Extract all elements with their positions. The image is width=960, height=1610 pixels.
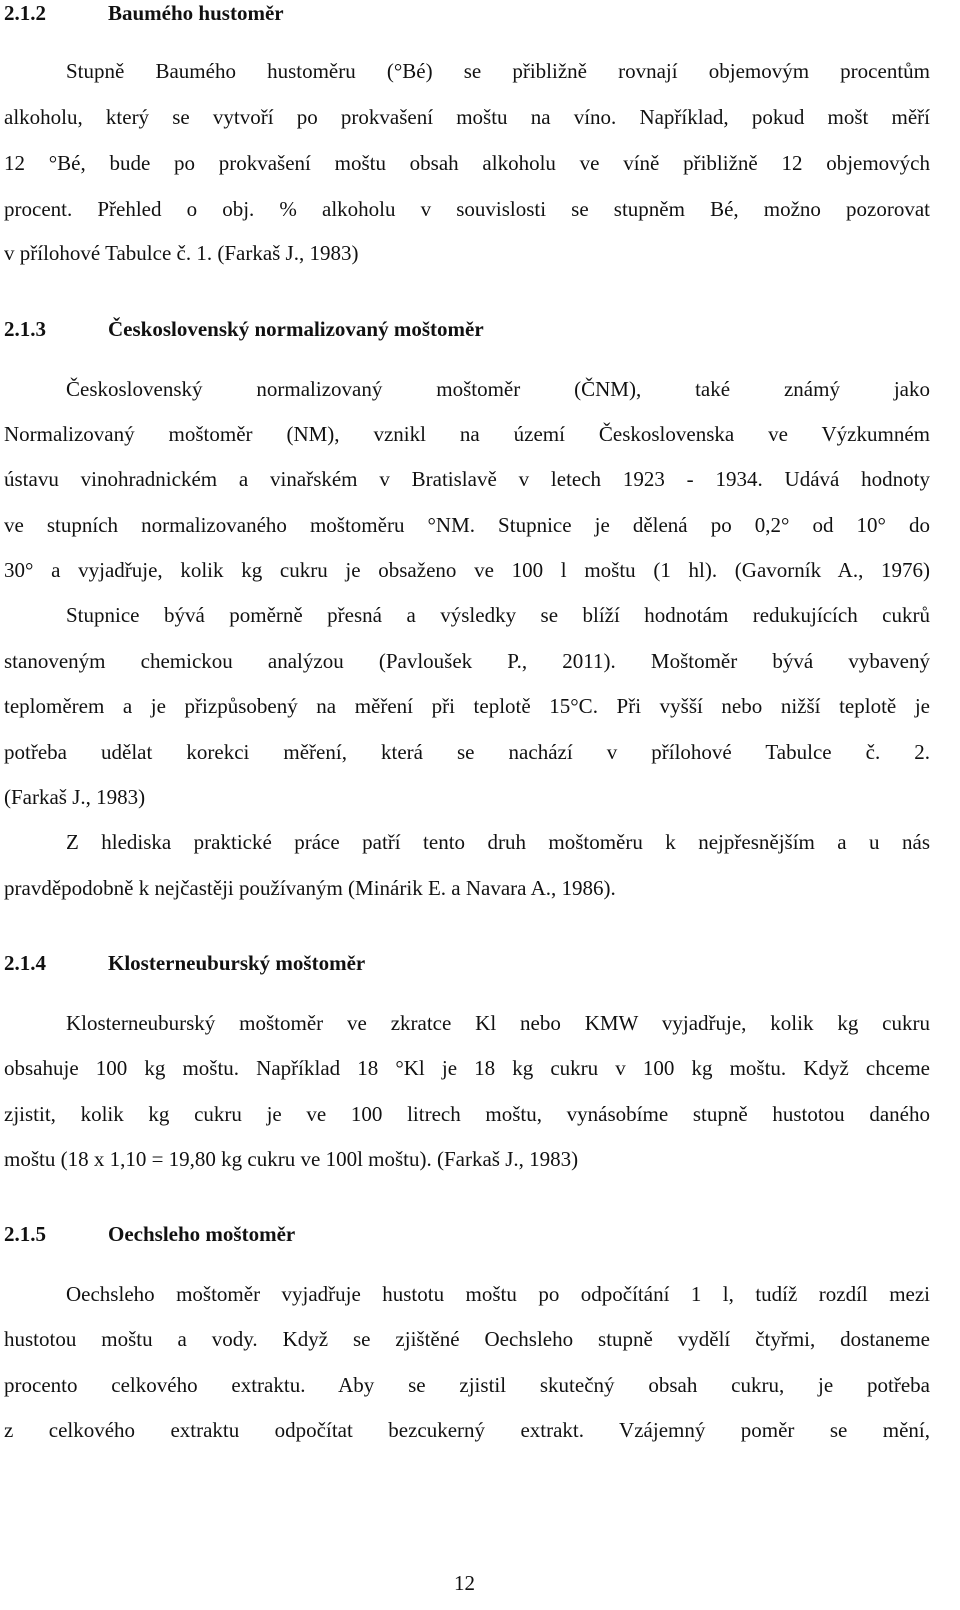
section-number: 2.1.3 (4, 317, 46, 341)
paragraph-line: Z hlediska praktické práce patří tento druh moštoměru k nejpřesnějším a u nás (66, 830, 930, 854)
paragraph-line: pravděpodobně k nejčastěji používaným (Minárik E. a Navara A., 1986). (4, 876, 616, 900)
paragraph-line: teploměrem a je přizpůsobený na měření při teplotě 15°C. Při vyšší nebo nižší teplotě je (4, 694, 930, 718)
paragraph-line: alkoholu, který se vytvoří po prokvašení moštu na víno. Například, pokud mošt měří (4, 105, 930, 129)
section-title: Oechsleho moštoměr (108, 1222, 296, 1246)
paragraph-line: 12 °Bé, bude po prokvašení moštu obsah alkoholu ve víně přibližně 12 objemových (4, 151, 930, 175)
section-heading (4, 0, 944, 26)
paragraph-line: 30° a vyjadřuje, kolik kg cukru je obsaženo ve 100 l moštu (1 hl). (Gavorník A., 1976) (4, 558, 930, 582)
section-number: 2.1.5 (4, 1222, 46, 1246)
paragraph-line: z celkového extraktu odpočítat bezcukerný extrakt. Vzájemný poměr se mění, (4, 1418, 930, 1442)
paragraph-line: Československý normalizovaný moštoměr (ČNM), také známý jako (66, 377, 930, 401)
section-number: 2.1.2 (4, 1, 46, 25)
paragraph-line: procent. Přehled o obj. % alkoholu v souvislosti se stupněm Bé, možno pozorovat (4, 197, 930, 221)
section-heading (4, 950, 944, 976)
section-number: 2.1.4 (4, 951, 46, 975)
paragraph-line: v přílohové Tabulce č. 1. (Farkaš J., 1983) (4, 241, 359, 265)
section-heading (4, 1221, 944, 1247)
section-title: Klosterneuburský moštoměr (108, 951, 366, 975)
paragraph-line: Stupnice bývá poměrně přesná a výsledky se blíží hodnotám redukujících cukrů (66, 603, 930, 627)
section-heading (4, 316, 944, 342)
paragraph-line: (Farkaš J., 1983) (4, 785, 146, 809)
paragraph-line: moštu (18 x 1,10 = 19,80 kg cukru ve 100l moštu). (Farkaš J., 1983) (4, 1147, 579, 1171)
paragraph-line: Klosterneuburský moštoměr ve zkratce Kl nebo KMW vyjadřuje, kolik kg cukru (66, 1011, 930, 1035)
paragraph-line: Oechsleho moštoměr vyjadřuje hustotu moštu po odpočítání 1 l, tudíž rozdíl mezi (66, 1282, 930, 1306)
page-number: 12 (454, 1571, 475, 1595)
paragraph-line: obsahuje 100 kg moštu. Například 18 °Kl je 18 kg cukru v 100 kg moštu. Když chceme (4, 1056, 930, 1080)
paragraph-line: stanoveným chemickou analýzou (Pavloušek P., 2011). Moštoměr bývá vybavený (4, 649, 930, 673)
paragraph-line: ústavu vinohradnickém a vinařském v Bratislavě v letech 1923 - 1934. Udává hodnoty (4, 467, 930, 491)
paragraph-line: ve stupních normalizovaného moštoměru °NM. Stupnice je dělená po 0,2° od 10° do (4, 513, 930, 537)
section-title: Baumého hustoměr (108, 1, 284, 25)
paragraph-line: Normalizovaný moštoměr (NM), vznikl na území Československa ve Výzkumném (4, 422, 930, 446)
paragraph-line: potřeba udělat korekci měření, která se nachází v přílohové Tabulce č. 2. (4, 740, 930, 764)
paragraph-line: hustotou moštu a vody. Když se zjištěné Oechsleho stupně vydělí čtyřmi, dostaneme (4, 1327, 930, 1351)
paragraph-line: procento celkového extraktu. Aby se zjistil skutečný obsah cukru, je potřeba (4, 1373, 930, 1397)
paragraph-line: zjistit, kolik kg cukru je ve 100 litrech moštu, vynásobíme stupně hustotou daného (4, 1102, 930, 1126)
section-title: Československý normalizovaný moštoměr (108, 317, 484, 341)
paragraph-line: Stupně Baumého hustoměru (°Bé) se přibližně rovnají objemovým procentům (66, 59, 930, 83)
